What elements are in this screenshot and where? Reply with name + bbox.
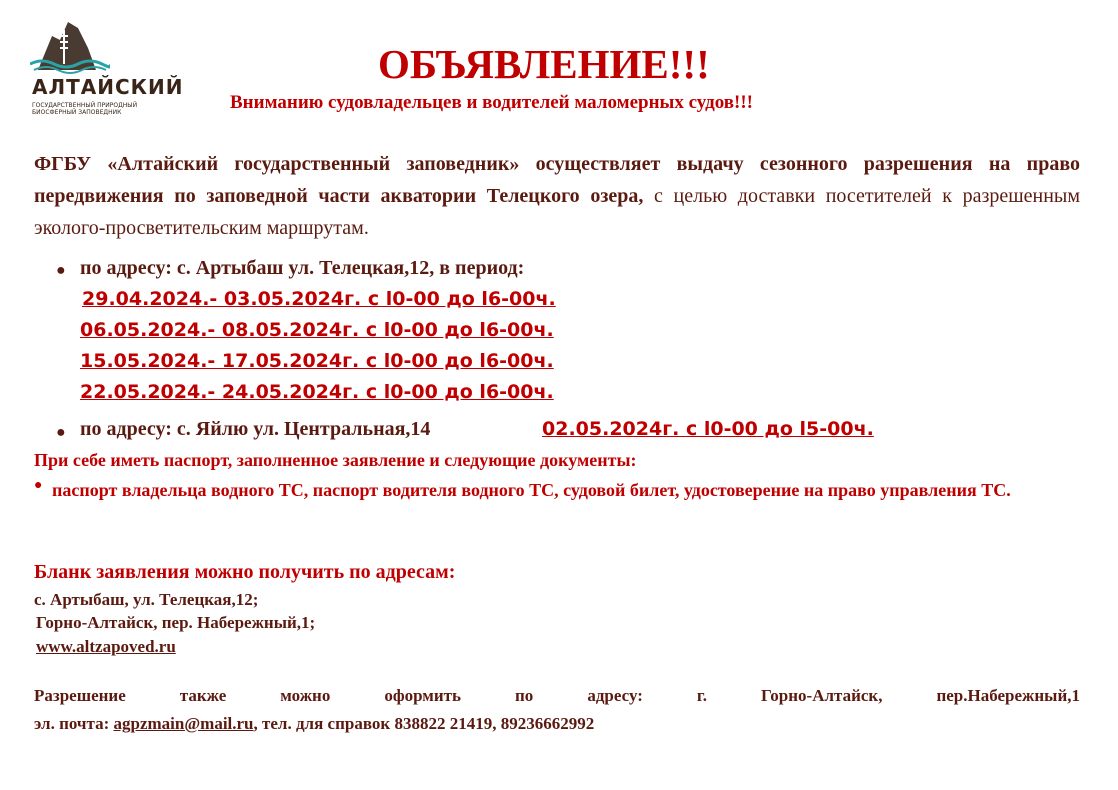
contact-line xyxy=(34,714,594,734)
location2-label: по адресу: с. Яйлю ул. Центральная,14 xyxy=(80,418,431,440)
forms-address-1: с. Артыбаш, ул. Телецкая,12; xyxy=(34,590,259,609)
intro-normal-text: с целью доставки посетителей к разрешенным эколого-просветительским маршрутам. xyxy=(34,185,1080,239)
requirements-heading: При себе иметь паспорт, заполненное заявление и следующие документы: xyxy=(34,450,637,470)
website-link[interactable]: www.altzapoved.ru xyxy=(36,637,176,656)
logo-subtitle xyxy=(32,102,172,116)
location1-date-1: 29.04.2024.- 03.05.2024г. с l0-00 до l6-00ч. xyxy=(82,288,556,310)
logo-name: АЛТАЙСКИЙ xyxy=(32,75,184,99)
location1-date-2: 06.05.2024.- 08.05.2024г. с l0-00 до l6-00ч. xyxy=(80,319,554,341)
bullet-icon: ● xyxy=(34,478,43,493)
announcement-subtitle: Вниманию судовладельцев и водителей маломерных судов!!! xyxy=(230,92,753,113)
forms-heading: Бланк заявления можно получить по адресам: xyxy=(34,561,456,583)
email-link[interactable]: agpzmain@mail.ru xyxy=(113,714,254,733)
intro-bold-text: ФГБУ «Алтайский государственный заповедник» осуществляет выдачу сезонного разрешения на право передвижения по заповедной части акватории Телецкого озера, xyxy=(34,153,1080,207)
permit-text: Разрешение также можно оформить по адресу: г. Горно-Алтайск, пер.Набережный,1 xyxy=(34,686,1080,705)
requirements-item: паспорт владельца водного ТС, паспорт водителя водного ТС, судовой билет, удостоверение на право управления ТС. xyxy=(52,480,1011,500)
mountain-logo-icon xyxy=(30,18,110,76)
announcement-title: ОБЪЯВЛЕНИЕ!!! xyxy=(378,41,710,87)
email-label: эл. почта: xyxy=(34,714,110,733)
forms-address-2: Горно-Алтайск, пер. Набережный,1; xyxy=(36,613,316,632)
bullet-icon: ● xyxy=(56,424,66,441)
bullet-icon: ● xyxy=(56,262,66,279)
location2-date: 02.05.2024г. с l0-00 до l5-00ч. xyxy=(542,418,874,440)
location1-label: по адресу: с. Артыбаш ул. Телецкая,12, в период: xyxy=(80,257,525,279)
intro-paragraph xyxy=(34,148,1080,244)
logo-subtitle-line2: БИОСФЕРНЫЙ ЗАПОВЕДНИК xyxy=(32,109,122,116)
logo-subtitle-line1: ГОСУДАРСТВЕННЫЙ ПРИРОДНЫЙ xyxy=(32,102,138,109)
location1-date-3: 15.05.2024.- 17.05.2024г. с l0-00 до l6-00ч. xyxy=(80,350,554,372)
phone-text: , тел. для справок 838822 21419, 89236662992 xyxy=(253,714,595,733)
reserve-logo xyxy=(30,18,184,128)
location1-date-4: 22.05.2024.- 24.05.2024г. с l0-00 до l6-00ч. xyxy=(80,381,554,403)
